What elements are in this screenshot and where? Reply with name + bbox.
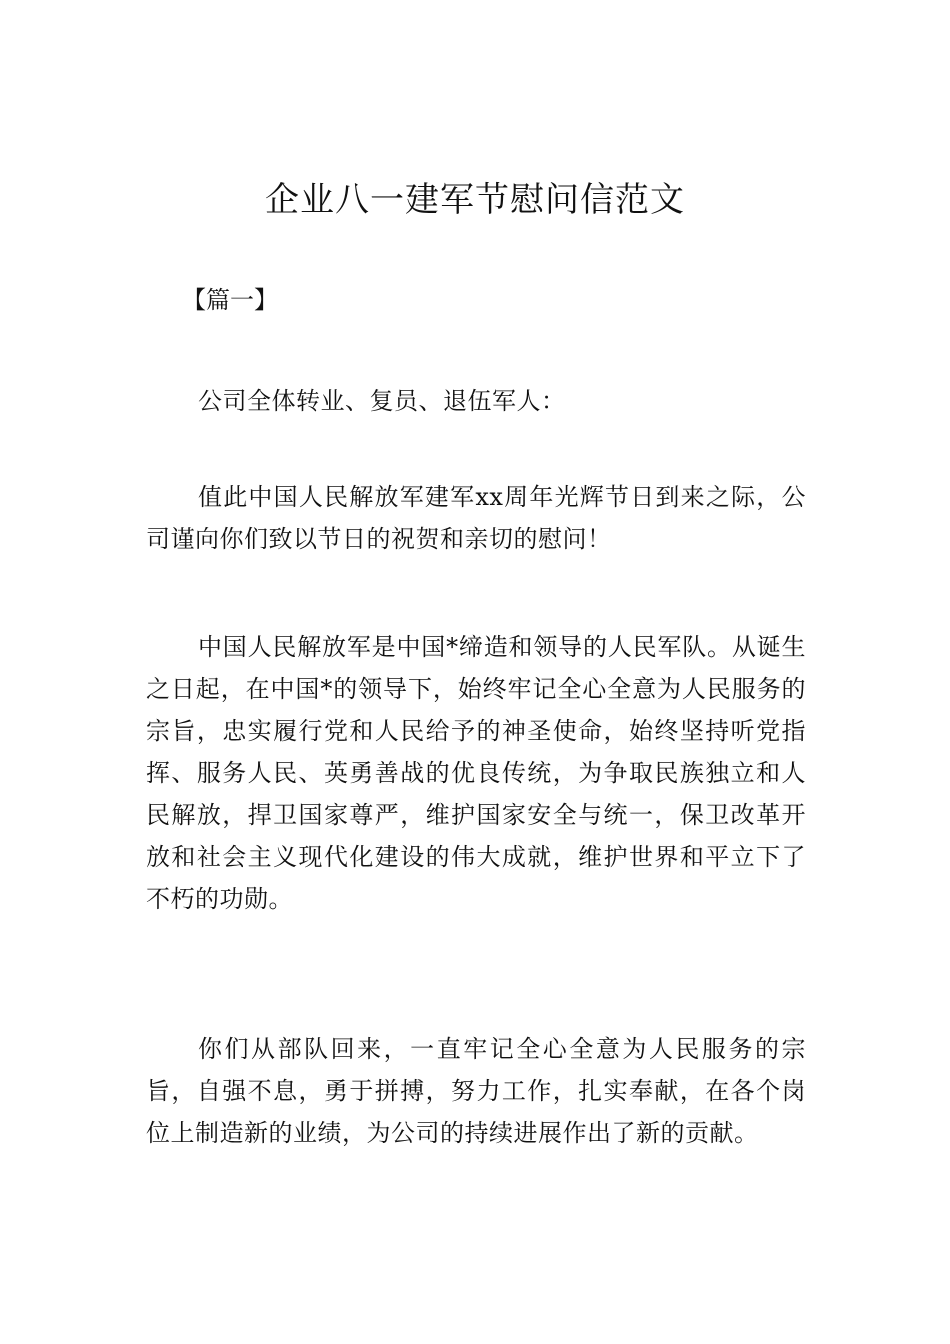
paragraph-2: 中国人民解放军是中国*缔造和领导的人民军队。从诞生之日起，在中国*的领导下，始终牢记全心全意为人民服务的宗旨，忠实履行党和人民给予的神圣使命，始终坚持听党指挥、服务人民、英勇善战的优良传统，为争取民族独立和人民解放，捍卫国家尊严，维护国家安全与统一，保卫改革开放和社会主义现代化建设的伟大成就，维护世界和平立下了不朽的功勋。 bbox=[146, 633, 806, 913]
section-label: 【篇一】 bbox=[182, 286, 278, 314]
document-title: 企业八一建军节慰问信范文 bbox=[265, 180, 685, 220]
paragraph-1: 值此中国人民解放军建军xx周年光辉节日到来之际，公司谨向你们致以节日的祝贺和亲切的慰问！ bbox=[146, 483, 806, 553]
paragraph-3: 你们从部队回来，一直牢记全心全意为人民服务的宗旨，自强不息，勇于拼搏，努力工作，扎实奉献，在各个岗位上制造新的业绩，为公司的持续进展作出了新的贡献。 bbox=[146, 1035, 806, 1147]
salutation: 公司全体转业、复员、退伍军人： bbox=[198, 387, 566, 415]
